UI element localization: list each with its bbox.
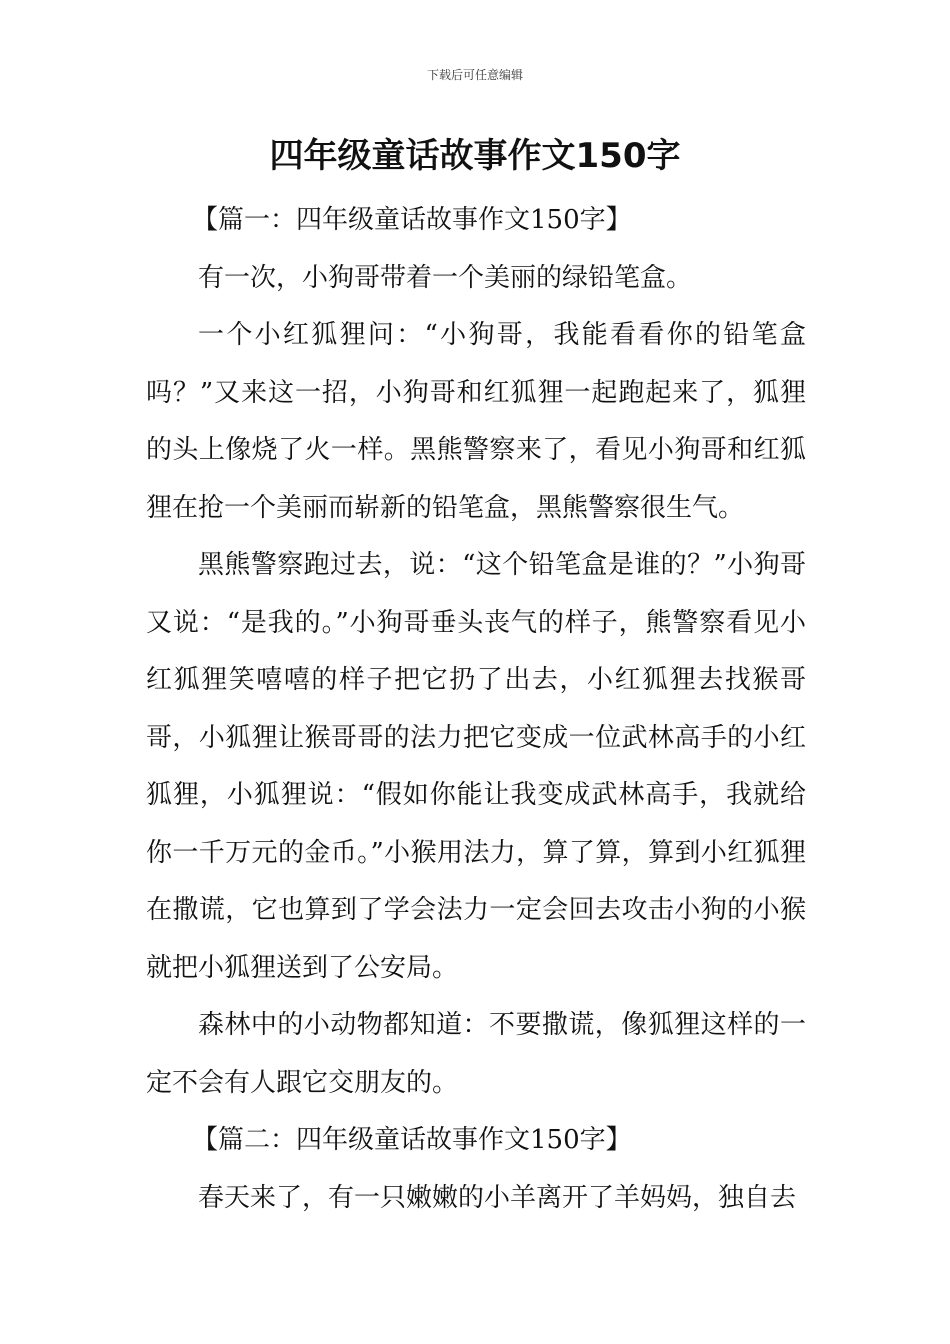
section-heading-1: 【篇一：四年级童话故事作文150字】 bbox=[192, 205, 632, 235]
document-title: 四年级童话故事作文150字 bbox=[269, 136, 681, 176]
paragraph: 一个小红狐狸问：“小狗哥，我能看看你的铅笔盒吗？”又来这一招，小狗哥和红狐狸一起跑起来了，狐狸的头上像烧了火一样。黑熊警察来了，看见小狗哥和红狐狸在抢一个美丽而崭新的铅笔盒，黑熊警察很生气。 bbox=[146, 320, 806, 523]
paragraph: 森林中的小动物都知道：不要撒谎，像狐狸这样的一定不会有人跟它交朋友的。 bbox=[146, 1010, 806, 1098]
paragraph: 春天来了，有一只嫩嫩的小羊离开了羊妈妈，独自去 bbox=[198, 1182, 797, 1213]
paragraph: 黑熊警察跑过去，说：“这个铅笔盒是谁的？”小狗哥又说：“是我的。”小狗哥垂头丧气的样子，熊警察看见小红狐狸笑嘻嘻的样子把它扔了出去，小红狐狸去找猴哥哥，小狐狸让猴哥哥的法力把它变成一位武林高手的小红狐狸，小狐狸说：“假如你能让我变成武林高手，我就给你一千万元的金币。”小猴用法力，算了算，算到小红狐狸在撒谎，它也算到了学会法力一定会回去攻击小狗的小猴就把小狐狸送到了公安局。 bbox=[146, 550, 806, 983]
paragraph: 有一次，小狗哥带着一个美丽的绿铅笔盒。 bbox=[198, 262, 693, 293]
header-note: 下载后可任意编辑 bbox=[426, 68, 523, 82]
document-body bbox=[146, 192, 806, 1227]
section-heading-2: 【篇二：四年级童话故事作文150字】 bbox=[192, 1125, 632, 1155]
